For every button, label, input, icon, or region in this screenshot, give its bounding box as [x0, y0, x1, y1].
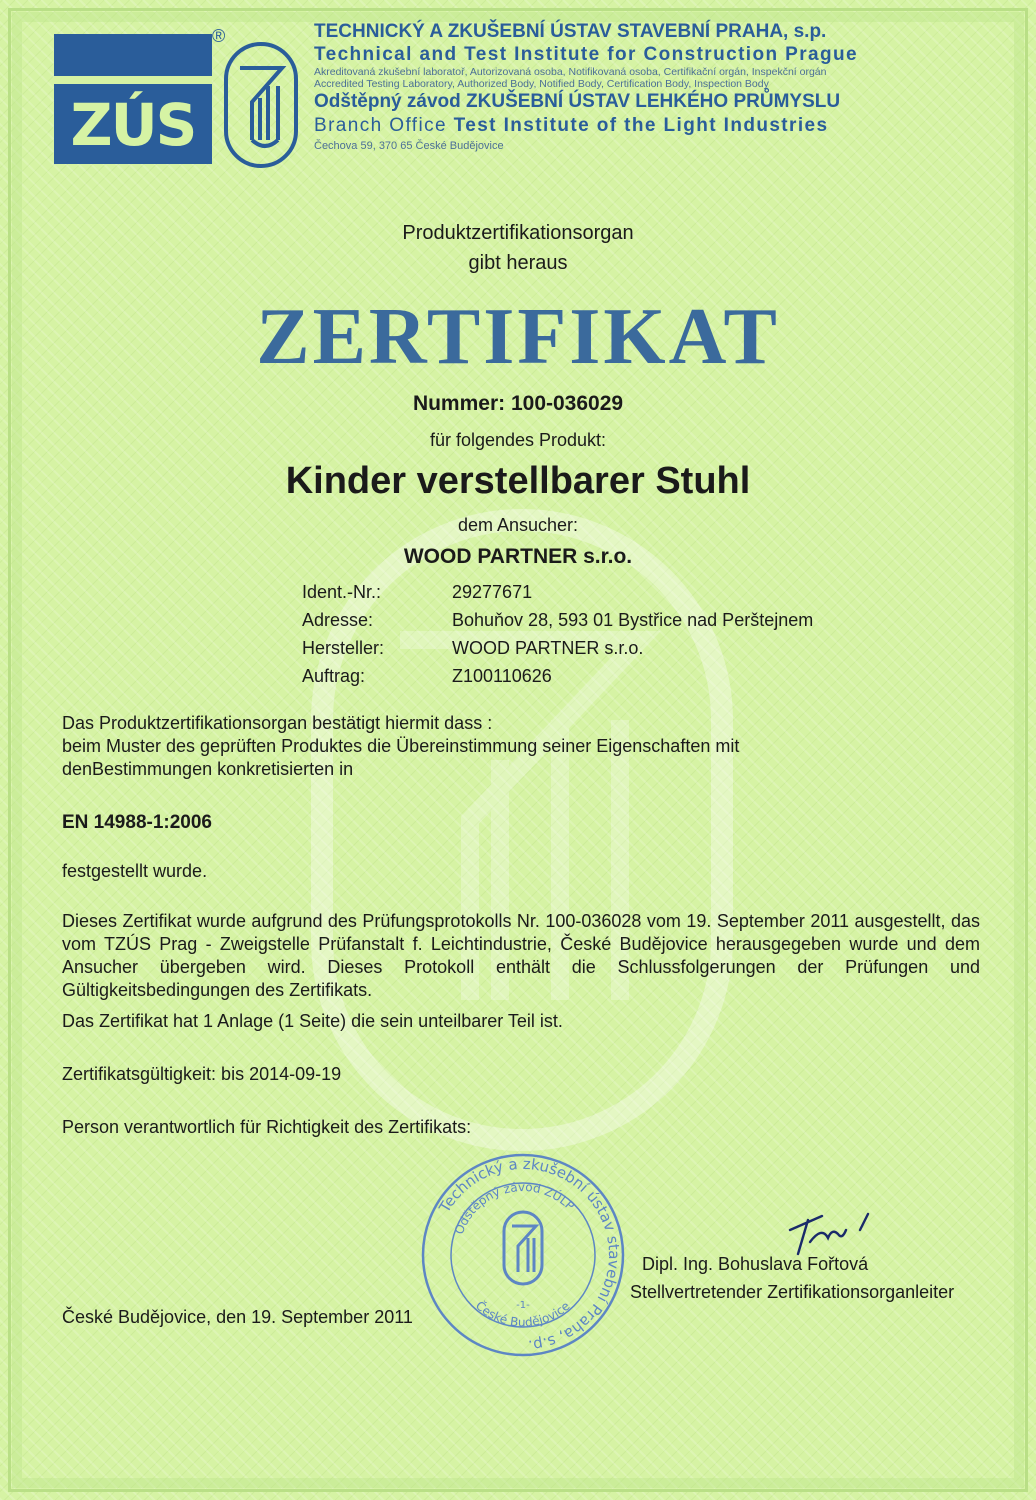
detail-label: Auftrag:: [302, 666, 366, 686]
detail-value: Bohuňov 28, 593 01 Bystřice nad Perštejnem: [452, 610, 814, 630]
issuer-line-2: gibt heraus: [468, 252, 568, 274]
confirm-line-2: beim Muster des geprüften Produktes die Übereinstimmung seiner Eigenschaften mit: [62, 736, 740, 756]
zus-logo: [54, 34, 212, 164]
certificate-title: ZERTIFIKAT: [256, 293, 780, 381]
signer-name: Dipl. Ing. Bohuslava Fořtová: [642, 1254, 869, 1274]
confirmation-text: [62, 712, 980, 781]
registered-mark: ®: [212, 26, 226, 46]
certificate-number: Nummer: 100-036029: [412, 392, 624, 415]
branch-prefix: Branch Office: [314, 115, 447, 136]
responsible-line: Person verantwortlich für Richtigkeit des Zertifikats:: [62, 1117, 472, 1137]
issuer-line-1: Produktzertifikationsorgan: [402, 222, 634, 244]
issuer-block: [0, 218, 1036, 278]
detail-value: 29277671: [452, 582, 533, 602]
branch-name-en: [314, 114, 994, 138]
logo-bar: [54, 76, 212, 84]
detail-row: [302, 634, 813, 662]
stamp-inner-text: Odštěpný závod ZÚLP: [451, 1179, 578, 1237]
standard-reference: EN 14988-1:2006: [62, 812, 212, 833]
stamp-bottom-text: České Budějovice: [472, 1298, 573, 1330]
confirm-line-1: Das Produktzertifikationsorgan bestätigt hiermit dass :: [62, 713, 493, 733]
stamp-number: -1-: [516, 1300, 530, 1311]
product-name: Kinder verstellbarer Stuhl: [285, 460, 751, 502]
place-and-date: České Budějovice, den 19. September 2011: [62, 1307, 413, 1327]
detail-label: Hersteller:: [302, 638, 385, 658]
applicant-name: WOOD PARTNER s.r.o.: [403, 545, 633, 568]
zu-emblem-icon: [222, 40, 300, 170]
applicant-intro: dem Ansucher:: [457, 515, 579, 535]
validity-line: Zertifikatsgültigkeit: bis 2014-09-19: [62, 1064, 342, 1084]
official-stamp: [418, 1150, 628, 1360]
confirm-line-3: denBestimmungen konkretisierten in: [62, 759, 354, 779]
logo-text: ZÚS: [70, 91, 196, 159]
stamp-outer-text: Technický a zkušební ústav stavební Praha, s.p.: [435, 1154, 624, 1355]
established-text: festgestellt wurde.: [62, 861, 208, 881]
detail-row: [302, 606, 813, 634]
detail-row: [302, 578, 813, 606]
detail-row: [302, 662, 813, 690]
institute-name-cz: TECHNICKÝ A ZKUŠEBNÍ ÚSTAV STAVEBNÍ PRAHA, s.p.: [314, 21, 827, 42]
institute-header: [314, 20, 994, 154]
detail-value: Z100110626: [452, 666, 552, 686]
issued-paragraph: Dieses Zertifikat wurde aufgrund des Prüfungsprotokolls Nr. 100-036028 vom 19. September 2011 ausgestellt, das vom TZÚS Prag - Zweigstelle Prüfanstalt f. Leichtindustrie, České Budějovice herausgegeben wurde und dem Ansucher übergeben wird. Dieses Protokoll enthält die Schlussfolgerungen der Prüfungen und Gültigkeitsbedingungen des Zertifikats.: [62, 911, 980, 1000]
signer-block: [630, 1250, 955, 1306]
detail-label: Adresse:: [302, 610, 374, 630]
institute-address: Čechova 59, 370 65 České Budějovice: [314, 140, 504, 152]
accreditation-en: Accredited Testing Laboratory, Authorized Body, Notified Body, Certification Body, Inspection Body: [314, 78, 769, 90]
annex-line: Das Zertifikat hat 1 Anlage (1 Seite) die sein unteilbarer Teil ist.: [62, 1011, 563, 1031]
signer-role: Stellvertretender Zertifikationsorganleiter: [630, 1282, 955, 1302]
branch-name: Test Institute of the Light Industries: [453, 115, 829, 136]
institute-name-en: Technical and Test Institute for Construction Prague: [314, 44, 858, 65]
accreditation-cz: Akreditovaná zkušební laboratoř, Autorizovaná osoba, Notifikovaná osoba, Certifikační orgán, Inspekční orgán: [314, 66, 827, 78]
product-intro: für folgendes Produkt:: [429, 430, 607, 450]
detail-label: Ident.-Nr.:: [302, 582, 382, 602]
detail-value: WOOD PARTNER s.r.o.: [452, 638, 644, 658]
branch-name-cz: Odštěpný závod ZKUŠEBNÍ ÚSTAV LEHKÉHO PRŮMYSLU: [314, 91, 841, 112]
applicant-details: [302, 578, 813, 690]
